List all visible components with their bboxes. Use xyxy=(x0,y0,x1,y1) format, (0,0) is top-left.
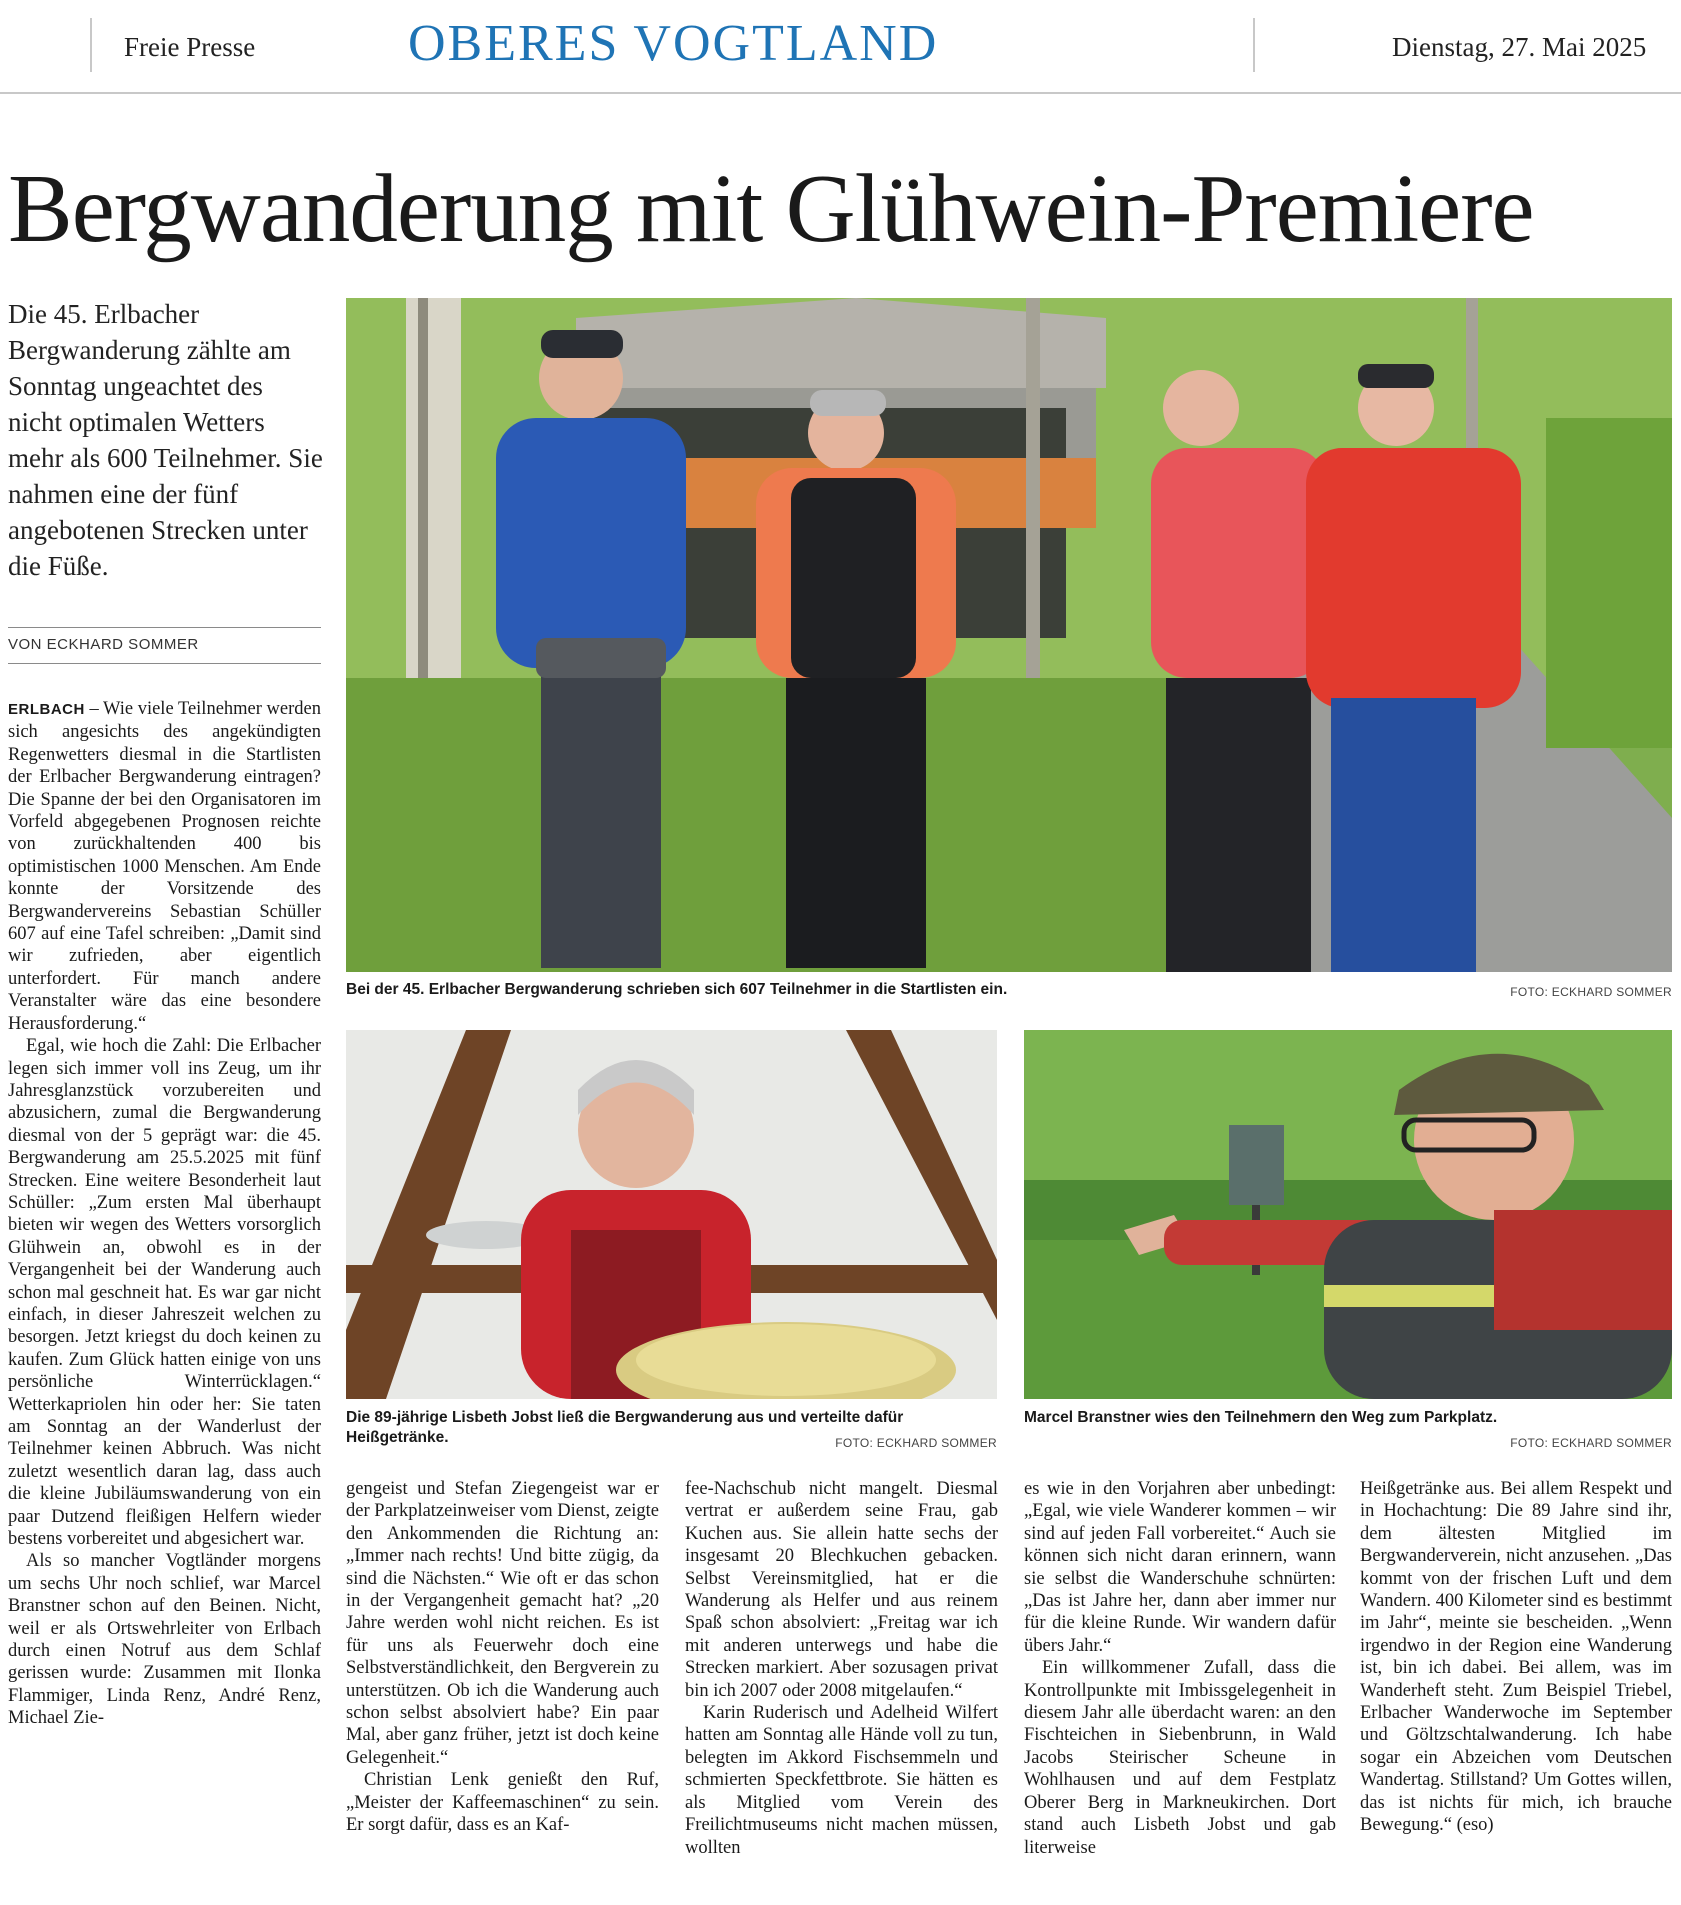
photo-lisbeth-jobst-credit: FOTO: ECKHARD SOMMER xyxy=(835,1436,997,1450)
paragraph-10: Heißgetränke aus. Bei allem Respekt und in Hochachtung: Die 89 Jahre sind ihr, dem ältesten Mitglied im Bergwanderverein, nicht anzusehen. „Das kommt von der frischen Luft und dem Wandern. 400 Kilometer sind es bestimmt im Jahr“, meinte sie bescheiden. „Wenn irgendwo in der Region eine Wanderung ist, bin ich dabei. Bei allem, was im Wanderheft steht. Zum Beispiel Triebel, Erlbacher Wanderwoche im September und Göltzschtalwanderung. Ich habe sogar ein Abzeichen vom Deutschen Wandertag. Stillstand? Um Gottes willen, das ist nichts für mich, ich brauche Bewegung.“ (eso) xyxy=(1360,1479,1672,1836)
byline-rule-top xyxy=(8,627,321,628)
paragraph-9: Ein willkommener Zufall, dass die Kontrollpunkte mit Imbissgelegenheit in diesem Jahr alle überdacht waren: an den Fischteichen in Siebenbrunn, in Wald Jacobs Steirischer Scheune in Wohlhausen und auf dem Festplatz Oberer Berg in Markneukirchen. Dort stand auch Lisbeth Jobst und gab literweise xyxy=(1024,1658,1336,1858)
paragraph-2: Egal, wie hoch die Zahl: Die Erlbacher legen sich immer voll ins Zeug, um ihr Jahresglanzstück vorzubereiten und abzusichern, zumal die Bergwanderung diesmal von der 5 geprägt war: die 45. Bergwanderung am 25.5.2025 mit fünf Strecken. Eine weitere Besonderheit laut Schüller: „Zum ersten Mal überhaupt bieten wir wegen des Wetters vorsorglich Glühwein an, obwohl es in der Vergangenheit bei der Wanderung auch schon mal geschneit hat. Es war gar nicht einfach, in dieser Jahreszeit welchen zu besorgen. Jetzt kriegst du doch keinen zu kaufen. Zum Glück hatten einige von uns persönliche Winterrücklagen.“ Wetterkapriolen hin oder her: Sie taten am Sonntag an der Wanderlust der Teilnehmer keinen Abbruch. Was nicht zuletzt wesentlich daran lag, dass auch die kleine Jubiläumswanderung von ein paar Dutzend fleißigen Helfern wieder bestens vorbereitet und abgesichert war. xyxy=(8,1036,321,1550)
photo-hikers xyxy=(346,298,1672,972)
photo-marcel-branstner-caption: Marcel Branstner wies den Teilnehmern den Weg zum Parkplatz. xyxy=(1024,1409,1498,1426)
paragraph-6: fee-Nachschub nicht mangelt. Diesmal vertrat er außerdem seine Frau, gab Kuchen aus. Sie allein hatte sechs der insgesamt 20 Blechkuchen gebacken. Selbst Vereinsmitglied, hat er die Wanderung als Helfer und aus reinem Spaß schon absolviert: „Freitag war ich mit anderen unterwegs und habe die Strecken markiert. Aber sozusagen privat bin ich 2007 oder 2008 mitgelaufen.“ xyxy=(685,1479,998,1701)
paragraph-4: gengeist und Stefan Ziegengeist war er der Parkplatzeinweiser vom Dienst, zeigte den Ankommenden die Richtung an: „Immer nach rechts! Und bitte zügig, da sind die Nächsten.“ Wie oft er das schon in der Vergangenheit gemacht hat? „20 Jahre werden wohl nicht reichen. Es ist für uns als Feuerwehr doch eine Selbstverständlichkeit, den Bergverein zu unterstützen. Ob ich die Wanderung auch schon selbst absolviert habe? Ein paar Mal, aber ganz früher, jetzt ist doch keine Gelegenheit.“ xyxy=(346,1479,659,1768)
paragraph-5: Christian Lenk genießt den Ruf, „Meister der Kaffeemaschinen“ zu sein. Er sorgt dafür, dass es an Kaf- xyxy=(346,1770,659,1836)
article-byline: VON ECKHARD SOMMER xyxy=(8,636,199,653)
paragraph-7: Karin Ruderisch und Adelheid Wilfert hatten am Sonntag alle Hände voll zu tun, belegten im Akkord Fischsemmeln und schmierten Speckfettbrote. Sie hätten es als Mitglied vom Verein des Freilichtmuseums nicht machen müssen, wollten xyxy=(685,1703,998,1858)
newspaper-name: Freie Presse xyxy=(124,32,256,62)
issue-date: Dienstag, 27. Mai 2025 xyxy=(1392,32,1647,62)
header-rule xyxy=(0,92,1681,94)
article-column-4 xyxy=(1024,1478,1336,1898)
byline-rule-bottom xyxy=(8,663,321,664)
header-divider-left xyxy=(90,18,92,72)
photo-hikers-caption: Bei der 45. Erlbacher Bergwanderung schrieben sich 607 Teilnehmer in die Startlisten ein. xyxy=(346,981,1008,998)
article-dateline: ERLBACH xyxy=(8,701,85,718)
photo-marcel-branstner xyxy=(1024,1030,1672,1399)
paragraph-1: – Wie viele Teilnehmer werden sich angesichts des angekündigten Regenwetters diesmal in die Startlisten der Erlbacher Bergwanderung eintragen? Die Spanne der bei den Organisatoren im Vorfeld abgegebenen Prognosen reichte von zurückhaltenden 400 bis optimistischen 1000 Menschen. Am Ende konnte der Vorsitzende des Bergwandervereins Sebastian Schüller 607 auf eine Tafel schreiben: „Damit sind wir zufrieden, aber eigentlich unterfordert. Für manch andere Veranstalter wäre das eine besondere Herausforderung.“ xyxy=(8,699,321,1034)
article-column-3 xyxy=(685,1478,998,1898)
photo-lisbeth-jobst-caption: Die 89-jährige Lisbeth Jobst ließ die Bergwanderung aus und verteilte dafür Heißgetränke. xyxy=(346,1409,904,1446)
paragraph-8: es wie in den Vorjahren aber unbedingt: „Egal, wie viele Wanderer kommen – wir sind auf jeden Fall vorbereitet.“ Auch sie können sich nicht daran erinnern, wann sie selbst die Wanderschuhe schnürten: „Das ist Jahre her, dann aber immer nur für die kleine Runde. Wir wandern dafür übers Jahr.“ xyxy=(1024,1479,1336,1656)
article-headline: Bergwanderung mit Glühwein-Premiere xyxy=(8,155,1534,262)
photo-hikers-credit: FOTO: ECKHARD SOMMER xyxy=(1510,985,1672,999)
article-column-5 xyxy=(1360,1478,1672,1898)
article-column-1 xyxy=(8,698,321,1896)
photo-marcel-branstner-credit: FOTO: ECKHARD SOMMER xyxy=(1510,1436,1672,1450)
region-section-title: OBERES VOGTLAND xyxy=(408,15,939,72)
photo-lisbeth-jobst xyxy=(346,1030,997,1399)
article-column-2 xyxy=(346,1478,659,1898)
header-divider-right xyxy=(1253,18,1255,72)
article-lead: Die 45. Erlbacher Bergwanderung zählte am Sonntag ungeachtet des nicht optimalen Wetters mehr als 600 Teilnehmer. Sie nahmen eine der fünf angebotenen Strecken unter die Füße. xyxy=(8,299,323,581)
paragraph-3: Als so mancher Vogtländer morgens um sechs Uhr noch schlief, war Marcel Branstner schon auf den Beinen. Nicht, weil er als Ortswehrleiter von Erlbach durch einen Notruf aus dem Schlaf gerissen wurde: Zusammen mit Ilonka Flammiger, Linda Renz, André Renz, Michael Zie- xyxy=(8,1551,321,1729)
